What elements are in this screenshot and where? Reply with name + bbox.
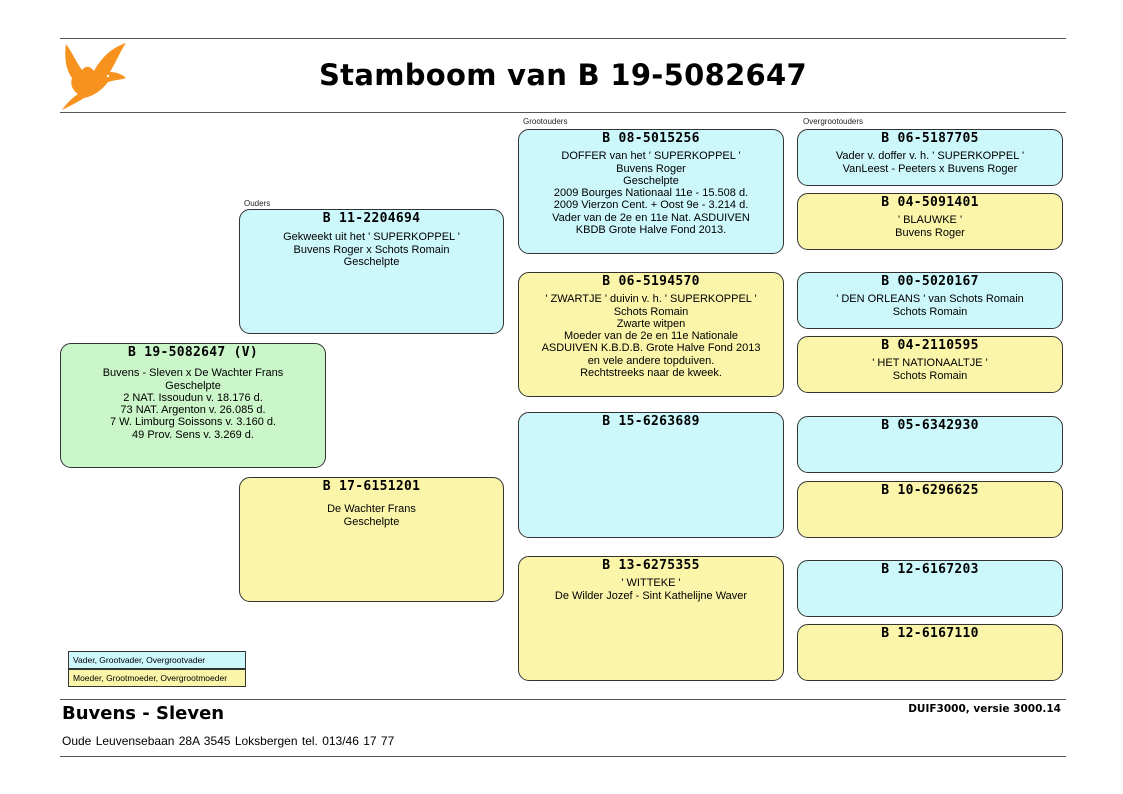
grandparent-card[interactable] — [518, 272, 784, 397]
ring-number: B 12-6167203 — [881, 562, 979, 577]
footer-bottom-rule — [60, 756, 1066, 757]
section-label-parents: Ouders — [244, 199, 271, 208]
parent-card-father[interactable] — [239, 209, 504, 334]
ring-number: B 05-6342930 — [881, 418, 979, 433]
great-grandparent-card[interactable] — [797, 481, 1063, 538]
subject-pigeon-card[interactable] — [60, 343, 326, 468]
pigeon-details: ' HET NATIONAALTJE ' Schots Romain — [872, 357, 988, 382]
ring-number: B 11-2204694 — [322, 211, 421, 226]
pigeon-details: ' WITTEKE ' De Wilder Jozef - Sint Kathelijne Waver — [554, 577, 748, 602]
ring-number: B 17-6151201 — [322, 479, 421, 494]
great-grandparent-card[interactable] — [797, 416, 1063, 473]
ring-number: B 15-6263689 — [602, 414, 700, 429]
great-grandparent-card[interactable] — [797, 129, 1063, 186]
breeder-address: Oude Leuvensebaan 28A 3545 Loksbergen tel. 013/46 17 77 — [62, 734, 395, 748]
pigeon-details: ' BLAUWKE ' Buvens Roger — [895, 214, 965, 239]
top-rule — [60, 38, 1066, 39]
pigeon-details: Vader v. doffer v. h. ' SUPERKOPPEL ' VanLeest - Peeters x Buvens Roger — [835, 150, 1025, 175]
pigeon-details: Gekweekt uit het ' SUPERKOPPEL ' Buvens Roger x Schots Romain Geschelpte — [283, 231, 460, 268]
grandparent-card[interactable] — [518, 556, 784, 681]
grandparent-card[interactable] — [518, 129, 784, 254]
pigeon-details: ' ZWARTJE ' duivin v. h. ' SUPERKOPPEL ' Schots Romain Zwarte witpen Moeder van de 2e en 11e Nationale ASDUIVEN K.B.D.B. Grote Halve Fond 2013 en vele andere topduiven. Rechtstreeks naar de kweek. — [541, 293, 761, 380]
legend-father: Vader, Grootvader, Overgrootvader — [68, 651, 246, 669]
ring-number: B 06-5187705 — [881, 131, 979, 146]
parent-card-mother[interactable] — [239, 477, 504, 602]
ring-number: B 12-6167110 — [881, 626, 979, 641]
great-grandparent-card[interactable] — [797, 193, 1063, 250]
pigeon-details: ' DEN ORLEANS ' van Schots Romain Schots Romain — [836, 293, 1024, 318]
great-grandparent-card[interactable] — [797, 560, 1063, 617]
page-title: Stamboom van B 19-5082647 — [318, 58, 807, 92]
ring-number: B 04-5091401 — [881, 195, 979, 210]
legend-mother: Moeder, Grootmoeder, Overgrootmoeder — [68, 669, 246, 687]
ring-number: B 13-6275355 — [602, 558, 700, 573]
pigeon-details: De Wachter Frans Geschelpte — [327, 503, 416, 528]
breeder-name: Buvens - Sleven — [62, 703, 225, 724]
ring-number: B 19-5082647 (V) — [127, 345, 259, 360]
great-grandparent-card[interactable] — [797, 272, 1063, 329]
ring-number: B 10-6296625 — [881, 483, 979, 498]
ring-number: B 08-5015256 — [602, 131, 700, 146]
ring-number: B 00-5020167 — [881, 274, 979, 289]
software-version: DUIF3000, versie 3000.14 — [908, 703, 1061, 715]
pigeon-details: Buvens - Sleven x De Wachter Frans Geschelpte 2 NAT. Issoudun v. 18.176 d. 73 NAT. Argenton v. 26.085 d. 7 W. Limburg Soissons v. 3.160 d. 49 Prov. Sens v. 3.269 d. — [102, 367, 284, 441]
title-rule — [60, 112, 1066, 113]
ring-number: B 06-5194570 — [602, 274, 700, 289]
pigeon-details: DOFFER van het ' SUPERKOPPEL ' Buvens Roger Geschelpte 2009 Bourges Nationaal 11e - 15.508 d. 2009 Vierzon Cent. + Oost 9e - 3.214 d. Vader van de 2e en 11e Nat. ASDUIVEN KBDB Grote Halve Fond 2013. — [552, 150, 750, 237]
great-grandparent-card[interactable] — [797, 624, 1063, 681]
ring-number: B 04-2110595 — [881, 338, 979, 353]
great-grandparent-card[interactable] — [797, 336, 1063, 393]
footer-top-rule — [60, 699, 1066, 700]
grandparent-card[interactable] — [518, 412, 784, 538]
section-label-grandparents: Grootouders — [523, 117, 568, 126]
section-label-great-grandparents: Overgrootouders — [803, 117, 864, 126]
